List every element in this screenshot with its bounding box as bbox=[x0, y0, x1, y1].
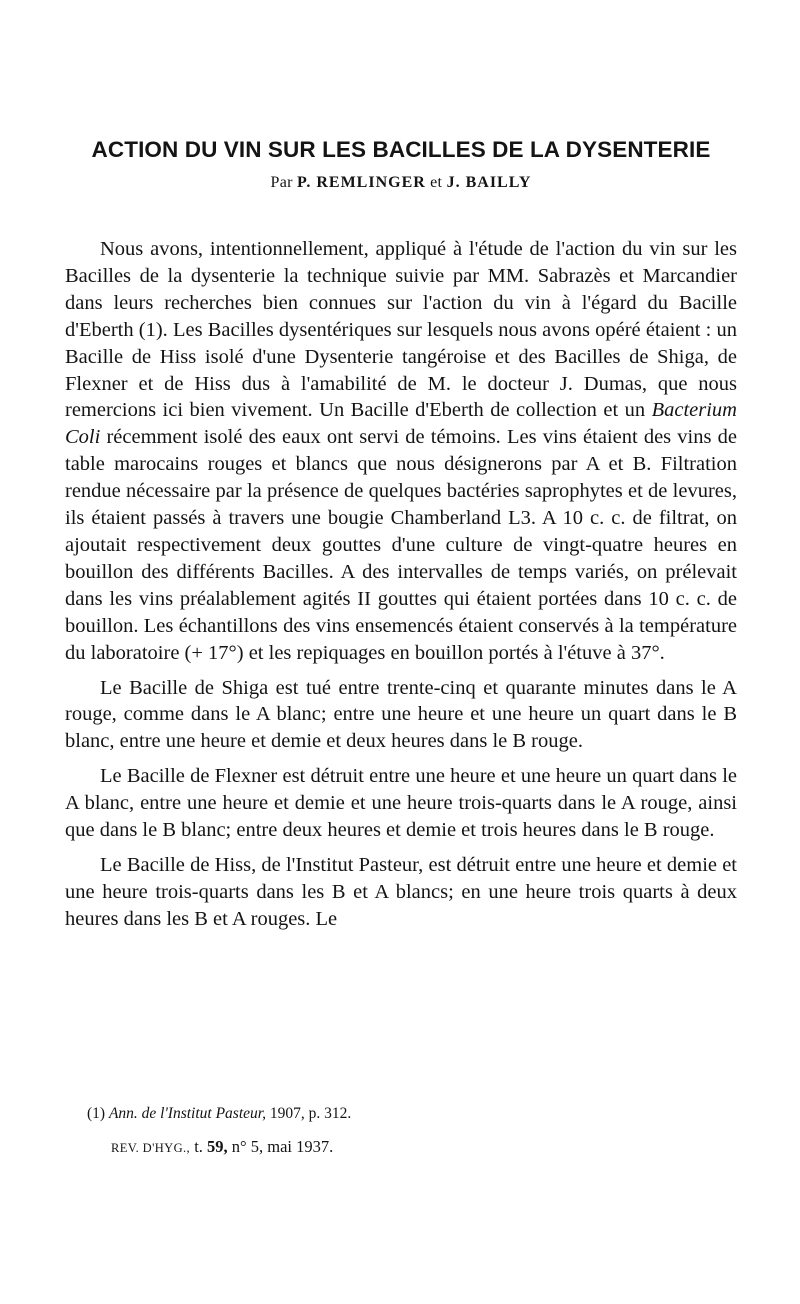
byline-joiner: et bbox=[430, 174, 443, 191]
byline-prefix: Par bbox=[270, 174, 293, 191]
tome-number: 59, bbox=[207, 1137, 228, 1156]
paragraph-shiga: Le Bacille de Shiga est tué entre trente-cinq et quarante minutes dans le A rouge, comme dans le A blanc; entre une heure et une heure un quart dans le B blanc, entre une heure et demie et deux heures dans le B rouge. bbox=[65, 676, 737, 753]
paragraph-flexner: Le Bacille de Flexner est détruit entre une heure et une heure un quart dans le A blanc, entre une heure et demie et une heure trois-quarts dans le A rouge, ainsi que dans le B blanc; entre deux heures et demie et trois heures dans le B rouge. bbox=[65, 765, 737, 842]
footnote-marker: (1) bbox=[87, 1105, 106, 1122]
paragraph-text: Nous avons, intentionnellement, appliqué à l'étude de l'action du vin sur les Bacilles de la dysenterie la technique suivie par MM. Sabrazès et Marcandier dans leurs recherches bien connues sur l'action du vin à l'égard du Bacille d'Eberth (1). Les Bacilles dysentériques sur lesquels nous avons opéré étaient : un Bacille de Hiss isolé d'une Dysenterie tangéroise et des Bacilles de Shiga, de Flexner et de Hiss dus à l'amabilité de M. le docteur J. Dumas, que nous remercions ici bien vivement. Un Bacille d'Eberth de collection et un bbox=[65, 238, 737, 422]
byline bbox=[65, 174, 737, 192]
species-name: Bacterium Coli bbox=[65, 399, 737, 449]
author-remlinger: P. REMLINGER bbox=[297, 174, 426, 191]
paragraph-hiss: Le Bacille de Hiss, de l'Institut Pasteur, est détruit entre une heure et demie et une heure trois-quarts dans les B et A blancs; en une heure trois quarts à deux heures dans les B et A rouges. Le bbox=[65, 853, 737, 930]
issue-date: mai 1937. bbox=[267, 1137, 334, 1156]
issue-number: n° 5, bbox=[231, 1137, 264, 1156]
footnote-source: Ann. de l'Institut Pasteur, bbox=[108, 1105, 266, 1122]
paragraph-methods bbox=[65, 236, 737, 667]
paragraph-text: récemment isolé des eaux ont servi de témoins. Les vins étaient des vins de table marocains rouges et blancs que nous désignerons par A et B. Filtration rendue nécessaire par la présence de quelques bactéries saprophytes et de levures, ils étaient passés à travers une bougie Chamberland L3. A 10 c. c. de filtrat, on ajoutait respectivement deux gouttes d'une culture de vingt-quatre heures en bouillon des différents Bacilles. A des intervalles de temps variés, on prélevait dans les vins préalablement agités II gouttes qui étaient portées dans 10 c. c. de bouillon. Les échantillons des vins ensemencés étaient conservés à la température du laboratoire (+ 17°) et les repiquages en bouillon portés à l'étuve à 37°. bbox=[65, 426, 737, 664]
article-body bbox=[65, 236, 737, 933]
journal-name: REV. D'HYG., bbox=[111, 1141, 191, 1155]
journal-imprint bbox=[111, 1137, 333, 1157]
article-title: ACTION DU VIN SUR LES BACILLES DE LA DYSENTERIE bbox=[91, 137, 711, 163]
author-bailly: J. BAILLY bbox=[446, 174, 532, 191]
tome-label: t. bbox=[194, 1137, 203, 1156]
footnote bbox=[87, 1105, 351, 1123]
footnote-details: 1907, p. 312. bbox=[269, 1105, 352, 1122]
